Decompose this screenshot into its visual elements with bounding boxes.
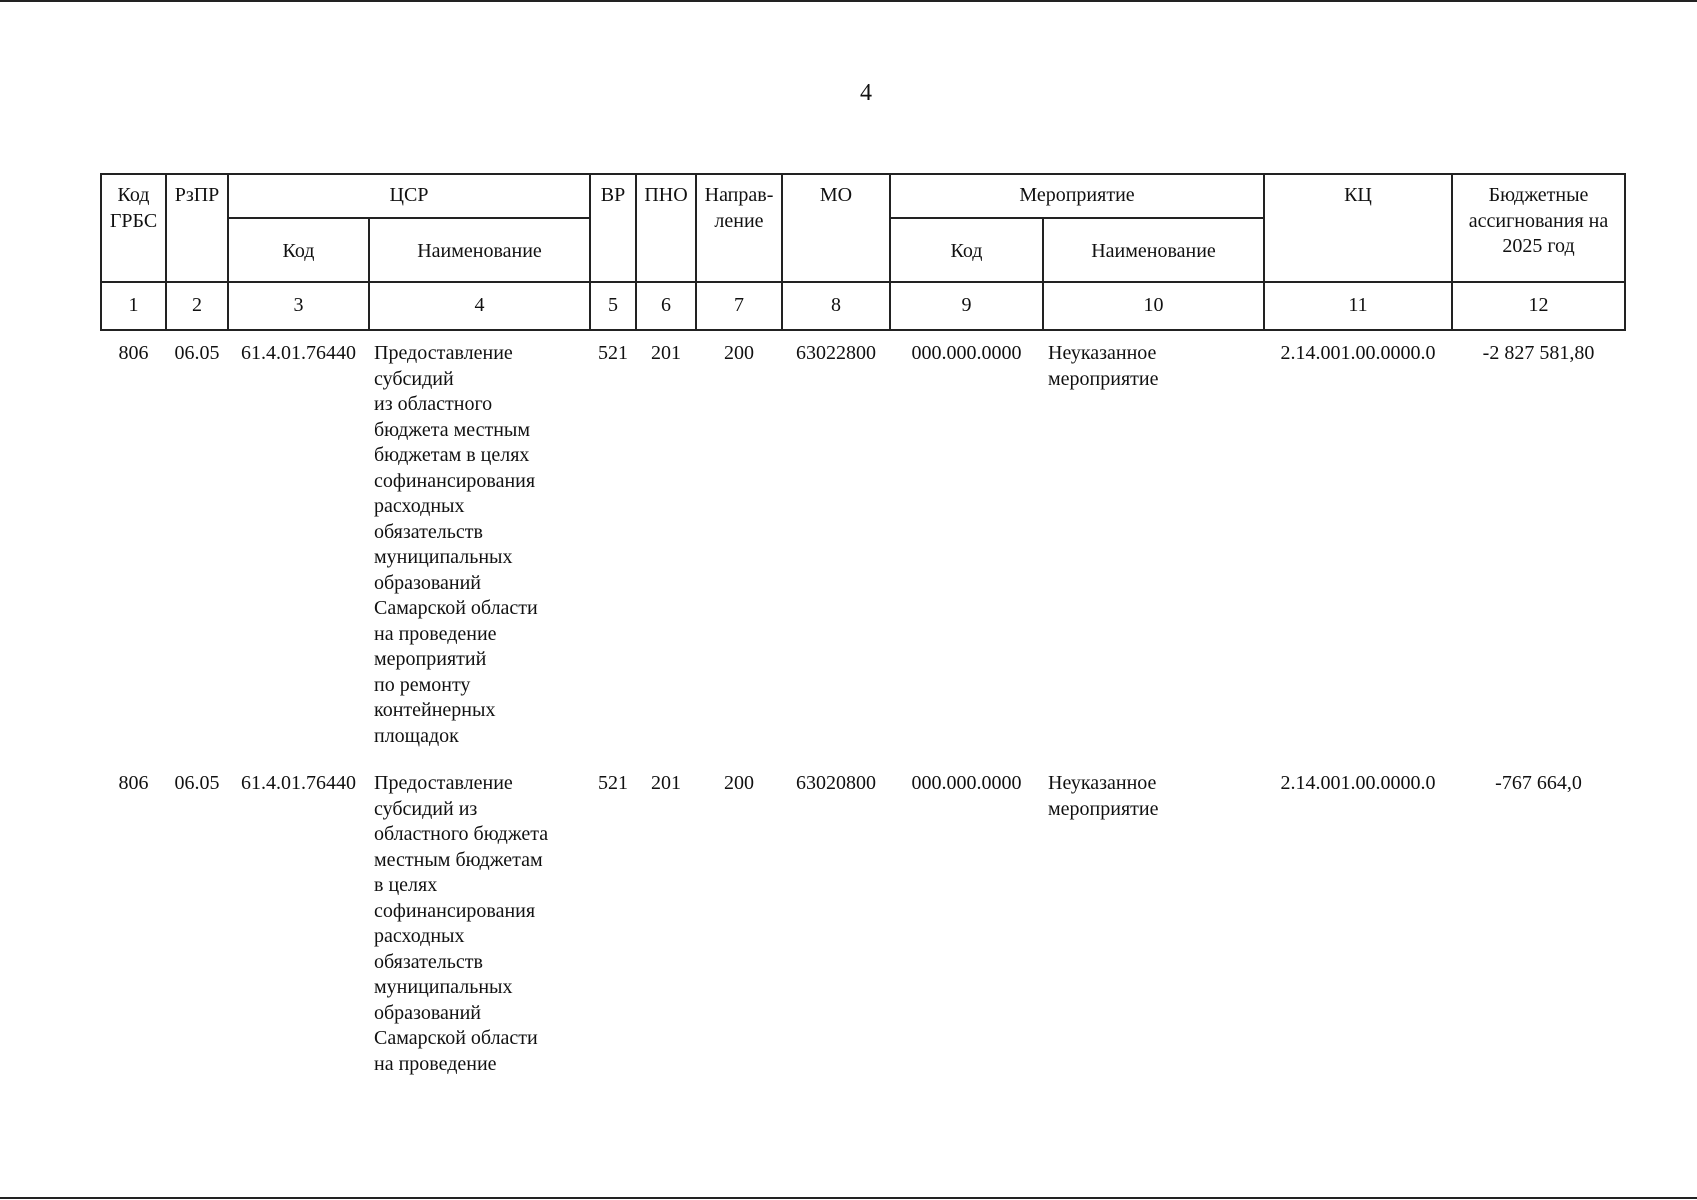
cell-rzpr: 06.05 <box>174 772 220 794</box>
cell-amount: -2 827 581,80 <box>1482 342 1595 364</box>
cell-csr-kod: 61.4.01.76440 <box>241 342 356 364</box>
cell-csr-name: Предоставление субсидий из областного бюджета местным бюджетам в целях софинансирования расходных обязательств муниципальных образований Самарской области на проведение <box>374 772 549 1075</box>
cell-mer-name: Неуказанное мероприятие <box>1048 772 1159 820</box>
top-border-line <box>0 0 1697 2</box>
cell-mer-kod: 000.000.0000 <box>911 772 1022 794</box>
header-row-top <box>101 174 1625 218</box>
cell-pno: 201 <box>651 772 681 794</box>
header-csr-kod: Код <box>228 218 369 282</box>
cell-amount: -767 664,0 <box>1495 772 1582 794</box>
cell-kc: 2.14.001.00.0000.0 <box>1280 342 1436 364</box>
cell-mo: 63022800 <box>796 342 876 364</box>
cell-rzpr: 06.05 <box>174 342 220 364</box>
header-budget: Бюджетные ассигнования на 2025 год <box>1452 174 1625 282</box>
cell-vr: 521 <box>598 342 628 364</box>
column-number: 12 <box>1452 282 1625 330</box>
header-kod-grbs: Код ГРБС <box>101 174 166 282</box>
column-number-row <box>101 282 1625 330</box>
column-number: 4 <box>369 282 590 330</box>
cell-napravlenie: 200 <box>724 342 754 364</box>
column-number: 8 <box>782 282 890 330</box>
column-number: 2 <box>166 282 228 330</box>
budget-table <box>100 173 1626 1101</box>
header-rzpr: РзПР <box>166 174 228 282</box>
cell-pno: 201 <box>651 342 681 364</box>
cell-csr-kod: 61.4.01.76440 <box>241 772 356 794</box>
column-number: 5 <box>590 282 636 330</box>
header-mer-kod: Код <box>890 218 1043 282</box>
cell-mo: 63020800 <box>796 772 876 794</box>
cell-kc: 2.14.001.00.0000.0 <box>1280 772 1436 794</box>
column-number: 9 <box>890 282 1043 330</box>
cell-napravlenie: 200 <box>724 772 754 794</box>
table-body <box>101 330 1625 1101</box>
table-row <box>101 761 1625 1101</box>
header-meropriyatie: Мероприятие <box>890 174 1264 218</box>
column-number: 1 <box>101 282 166 330</box>
cell-csr-name: Предоставление субсидий из областного бюджета местным бюджетам в целях софинансирования расходных обязательств муниципальных образований Самарской области на проведение мероприятий по ремонту контейнерных площадок <box>374 342 538 747</box>
header-mer-name: Наименование <box>1043 218 1264 282</box>
table-header <box>101 174 1625 330</box>
cell-grbs: 806 <box>118 772 149 794</box>
header-vr: ВР <box>590 174 636 282</box>
header-csr-name: Наименование <box>369 218 590 282</box>
table-row <box>101 330 1625 761</box>
bottom-border-line <box>0 1197 1697 1199</box>
column-number: 10 <box>1043 282 1264 330</box>
cell-mer-name: Неуказанное мероприятие <box>1048 342 1159 390</box>
header-csr: ЦСР <box>228 174 590 218</box>
page-number: 4 <box>860 80 872 106</box>
header-pno: ПНО <box>636 174 696 282</box>
cell-grbs: 806 <box>118 342 149 364</box>
header-mo: МО <box>782 174 890 282</box>
column-number: 6 <box>636 282 696 330</box>
header-napravlenie: Направ-ление <box>696 174 782 282</box>
header-kc: КЦ <box>1264 174 1452 282</box>
cell-vr: 521 <box>598 772 628 794</box>
column-number: 11 <box>1264 282 1452 330</box>
column-number: 3 <box>228 282 369 330</box>
cell-mer-kod: 000.000.0000 <box>911 342 1022 364</box>
column-number: 7 <box>696 282 782 330</box>
